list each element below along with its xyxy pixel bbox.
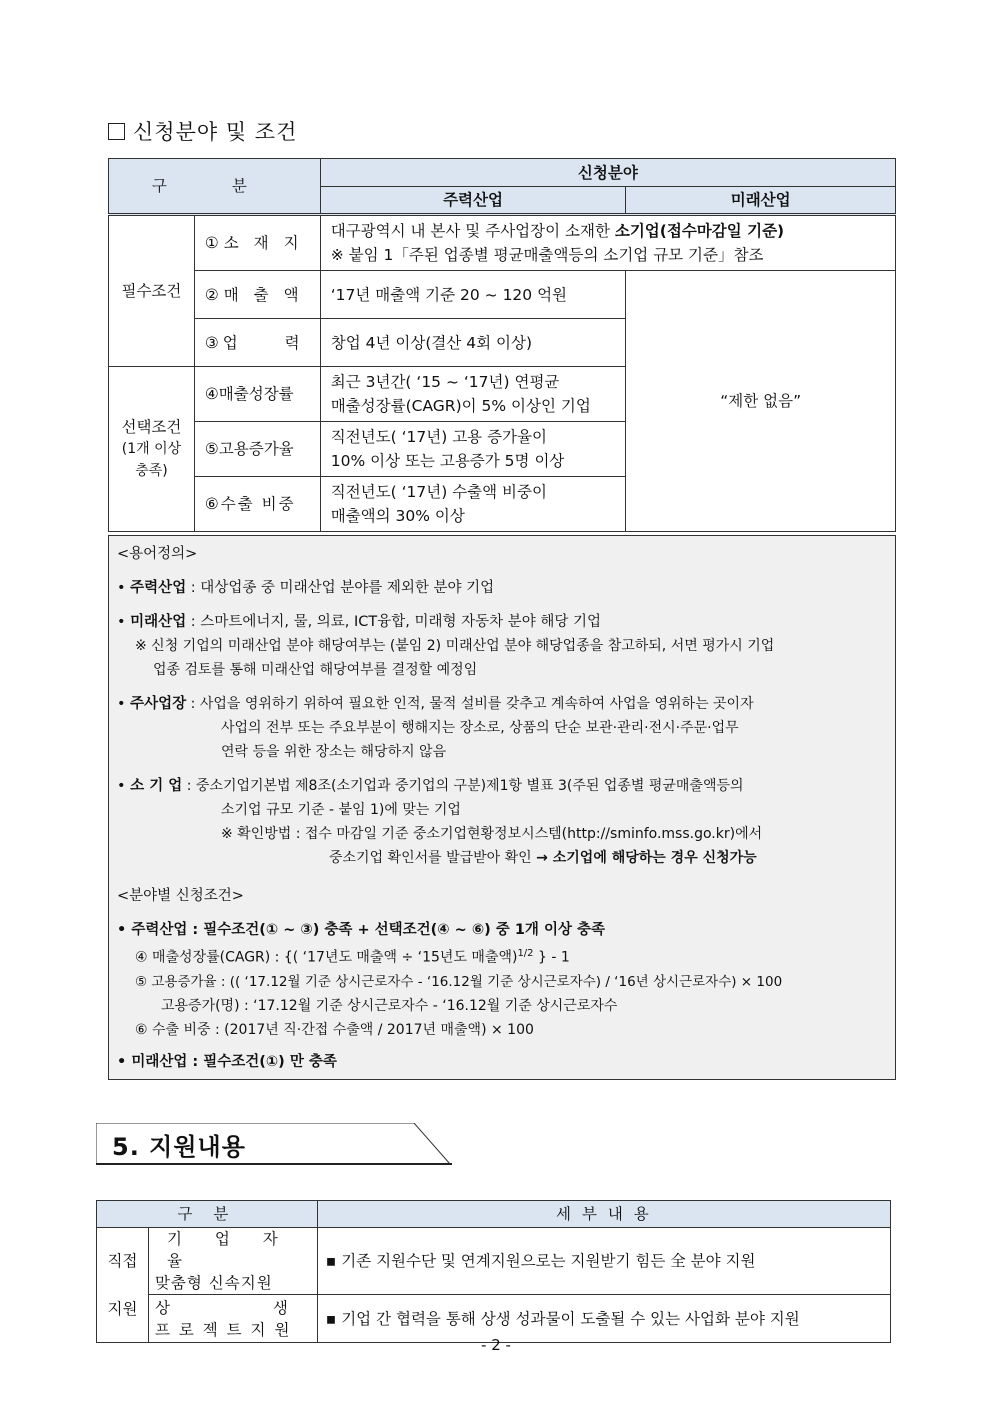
header-field: 신청분야 xyxy=(320,159,895,187)
support-row1-detail: ▪ 기존 지원수단 및 연계지원으로는 지원받기 힘든 全 분야 지원 xyxy=(317,1228,890,1295)
definitions-box: <용어정의> • 주력산업 : 대상업종 중 미래산업 분야를 제외한 분야 기업 • 미래산업 : 스마트에너지, 물, 의료, ICT융합, 미래형 자동차 분야 해당 기업 ※ 신청 기업의 미래산업 분야 해당여부는 (붙임 2) 미래산업 분야 해당업종을 참고하되, 서면 평가시 기업 업종 검토를 통해 미래산업 해당여부를 결정할 예정임 • 주사업장 : 사업을 영위하기 위하여 필요한 인적, 물적 설비를 갖추고 계속하여 사업을 영위하는 곳이자 사업의 전부 또는 주요부분이 행해지는 장소로, 상품의 단순 보관·관리·전시·주문·업무 연락 등을 위한 장소는 해당하지 않음 • 소 기 업 : 중소기업기본법 제8조(소기업과 중기업의 구분)제1항 별표 3(주된 업종별 평균매출액등의 소기업 규모 기준 - 붙임 1)에 맞는 기업 ※ 확인방법 : 접수 마감일 기준 중소기업현황정보시스템(http://sminfo.mss.go.kr)에서 중소기업 확인서를 발급받아 확인 → 소기업에 해당하는 경우 신청가능 <분야별 신청조건> • 주력산업 : 필수조건(① ~ ③) 충족 + 선택조건(④ ~ ⑥) 중 1개 이상 충족 ④ 매출성장률(CAGR) : {( ‘17년도 매출액 ÷ ‘15년도 매출액)$^{1/2}$ } - 1 ⑤ 고용증가율 : (( ‘17.12월 기준 상시근로자수 - ‘16.12월 기준 상시근로자수) / ‘16년 상시근로자수) × 100 고용증가(명) : ‘17.12월 기준 상시근로자수 - ‘16.12월 기준 상시근로자수 ⑥ 수출 비중 : (2017년 직·간접 수출액 / 2017년 매출액) × 100 • 미래산업 : 필수조건(①) 만 충족 xyxy=(108,535,896,1080)
row-text-history: 창업 4년 이상(결산 4회 이상) xyxy=(320,319,626,367)
support-row2-detail: ▪ 기업 간 협력을 통해 상생 성과물이 도출될 수 있는 사업화 분야 지원 xyxy=(317,1295,890,1343)
row-label-export: ⑥수출 비중 xyxy=(194,477,320,532)
row-label-employment: ⑤고용증가율 xyxy=(194,422,320,477)
support-group-direct: 직접 지원 xyxy=(97,1228,149,1343)
header-future-industry: 미래산업 xyxy=(626,187,896,215)
def-future: • 미래산업 : 스마트에너지, 물, 의료, ICT융합, 미래형 자동차 분야 해당 기업 xyxy=(117,614,602,630)
row-text-growth: 최근 3년간( ‘15 ~ ‘17년) 연평균 매출성장률(CAGR)이 5% 이상인 기업 xyxy=(320,367,626,422)
field-conditions-title: <분야별 신청조건> xyxy=(117,888,244,904)
row-label-sales: ②매 출 액 xyxy=(194,271,320,319)
header-main-industry: 주력산업 xyxy=(320,187,626,215)
row-text-employment: 직전년도( ‘17년) 고용 증가율이 10% 이상 또는 고용증가 5명 이상 xyxy=(320,422,626,477)
def-small-business: • 소 기 업 : 중소기업기본법 제8조(소기업과 중기업의 구분)제1항 별표 3(주된 업종별 평균매출액등의 xyxy=(117,778,744,794)
support-header-detail: 세 부 내 용 xyxy=(317,1201,890,1228)
row-text-location: 대구광역시 내 본사 및 주사업장이 소재한 소기업(접수마감일 기준) ※ 붙임 1「주된 업종별 평균매출액등의 소기업 규모 기준」참조 xyxy=(320,215,895,271)
def-workplace: • 주사업장 : 사업을 영위하기 위하여 필요한 인적, 물적 설비를 갖추고 계속하여 사업을 영위하는 곳이자 xyxy=(117,696,754,712)
row-label-location: ①소 재 지 xyxy=(194,215,320,271)
section-heading: 신청분야 및 조건 xyxy=(108,116,297,146)
support-row2-label: 상 생 프 로 젝 트 지 원 xyxy=(148,1295,317,1343)
support-table xyxy=(96,1200,891,1343)
definitions-title: <용어정의> xyxy=(117,546,198,562)
row-label-growth: ④매출성장률 xyxy=(194,367,320,422)
def-main: • 주력산업 : 대상업종 중 미래산업 분야를 제외한 분야 기업 xyxy=(117,580,495,596)
support-header-gubun: 구 분 xyxy=(97,1201,318,1228)
support-row1-label: 기 업 자 율 맞춤형 신속지원 xyxy=(148,1228,317,1295)
row-text-sales: ‘17년 매출액 기준 20 ~ 120 억원 xyxy=(320,271,626,319)
future-industry-condition: • 미래산업 : 필수조건(①) 만 충족 xyxy=(117,1053,337,1070)
checkbox-square-icon xyxy=(108,123,125,140)
conditions-table xyxy=(108,158,896,532)
row-text-export: 직전년도( ‘17년) 수출액 비중이 매출액의 30% 이상 xyxy=(320,477,626,532)
main-industry-condition: • 주력산업 : 필수조건(① ~ ③) 충족 + 선택조건(④ ~ ⑥) 중 1개 이상 충족 xyxy=(117,922,606,938)
section5-title: 5. 지원내용 xyxy=(112,1133,246,1161)
future-no-limit: “제한 없음” xyxy=(626,271,896,532)
formula-employment: ⑤ 고용증가율 : (( ‘17.12월 기준 상시근로자수 - ‘16.12월 기준 상시근로자수) / ‘16년 상시근로자수) × 100 xyxy=(135,973,783,990)
formula-employment-count: 고용증가(명) : ‘17.12월 기준 상시근로자수 - ‘16.12월 기준 상시근로자수 xyxy=(161,997,618,1014)
group-optional: 선택조건 (1개 이상 충족) xyxy=(109,367,195,532)
formula-export: ⑥ 수출 비중 : (2017년 직·간접 수출액 / 2017년 매출액) × 100 xyxy=(135,1021,534,1038)
formula-growth: ④ 매출성장률(CAGR) : {( ‘17년도 매출액 ÷ ‘15년도 매출액)$^{1/2}$ } - 1 xyxy=(135,948,570,966)
row-label-history: ③업 력 xyxy=(194,319,320,367)
section5-heading xyxy=(96,1123,452,1165)
page-number: - 2 - xyxy=(481,1336,511,1354)
header-gubun: 구 분 xyxy=(109,159,321,215)
group-required: 필수조건 xyxy=(109,215,195,367)
